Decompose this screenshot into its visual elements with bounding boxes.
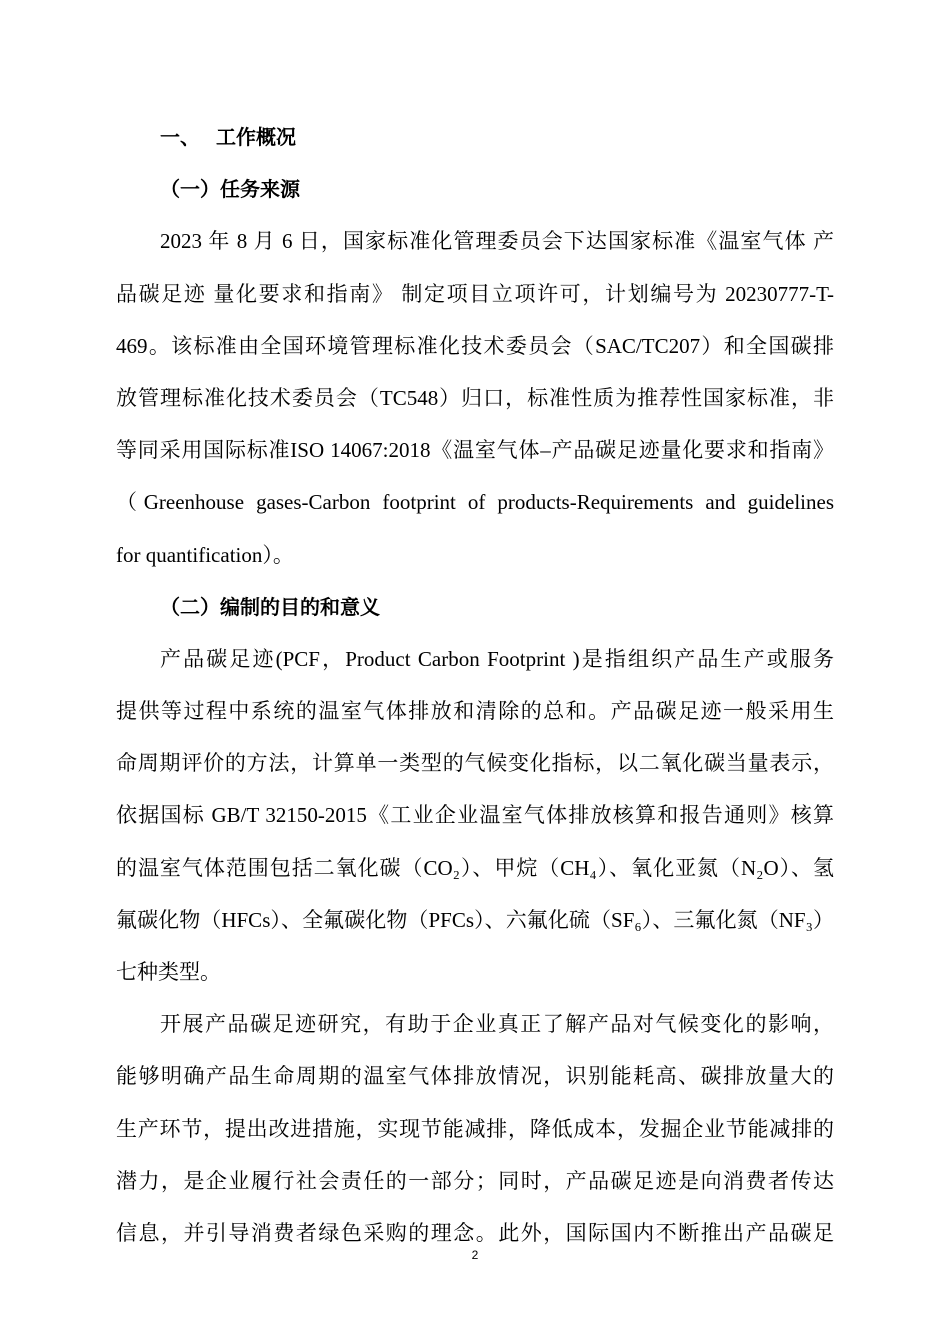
- paragraph-task-source: [116, 215, 834, 580]
- paragraph-line: for quantification）。: [116, 542, 294, 567]
- paragraph-line: 品碳足迹 量化要求和指南》 制定项目立项许可，计划编号为 20230777-T-: [116, 281, 834, 306]
- paragraph-line: 提供等过程中系统的温室气体排放和清除的总和。产品碳足迹一般采用生: [116, 699, 834, 724]
- page-number: 2: [471, 1248, 479, 1262]
- section-title: 工作概况: [216, 125, 296, 149]
- paragraph-line: 的温室气体范围包括二氧化碳（CO₂）、甲烷（CH₄）、氧化亚氮（N₂O）、氢: [116, 855, 834, 880]
- paragraph-line: 469。该标准由全国环境管理标准化技术委员会（SAC/TC207）和全国碳排: [116, 333, 834, 358]
- document-page: [116, 111, 834, 1259]
- paragraph-pcf-definition: [116, 633, 834, 998]
- subsection-heading-purpose: （二）编制的目的和意义: [160, 594, 380, 619]
- paragraph-line: 信息，并引导消费者绿色采购的理念。此外，国际国内不断推出产品碳足: [116, 1220, 834, 1245]
- paragraph-line: 依据国标 GB/T 32150-2015《工业企业温室气体排放核算和报告通则》核算: [116, 803, 834, 828]
- paragraph-line: （Greenhouse gases-Carbon footprint of products-Requirements and guidelines: [116, 490, 834, 515]
- paragraph-line: 氟碳化物（HFCs）、全氟碳化物（PFCs）、六氟化硫（SF₆）、三氟化氮（NF₃）: [116, 907, 834, 932]
- paragraph-line: 等同采用国际标准ISO 14067:2018《温室气体–产品碳足迹量化要求和指南》: [116, 438, 834, 463]
- paragraph-line: 潜力，是企业履行社会责任的一部分；同时，产品碳足迹是向消费者传达: [116, 1168, 834, 1193]
- paragraph-significance: [116, 998, 834, 1259]
- paragraph-line: 放管理标准化技术委员会（TC548）归口，标准性质为推荐性国家标准，非: [116, 385, 834, 410]
- paragraph-line: 生产环节，提出改进措施，实现节能减排，降低成本，发掘企业节能减排的: [116, 1116, 834, 1141]
- paragraph-line: 能够明确产品生命周期的温室气体排放情况，识别能耗高、碳排放量大的: [116, 1064, 834, 1089]
- paragraph-line: 命周期评价的方法，计算单一类型的气候变化指标，以二氧化碳当量表示，: [116, 751, 834, 776]
- paragraph-line: 七种类型。: [116, 960, 221, 984]
- paragraph-line: 2023 年 8 月 6 日，国家标准化管理委员会下达国家标准《温室气体 产: [160, 229, 834, 254]
- paragraph-line: 产品碳足迹(PCF，Product Carbon Footprint )是指组织产品生产或服务: [160, 646, 834, 671]
- section-heading: [116, 111, 834, 163]
- subsection-heading-task-source: （一）任务来源: [160, 177, 300, 202]
- paragraph-line: 开展产品碳足迹研究，有助于企业真正了解产品对气候变化的影响，: [160, 1012, 834, 1037]
- section-number: 一、: [160, 125, 200, 149]
